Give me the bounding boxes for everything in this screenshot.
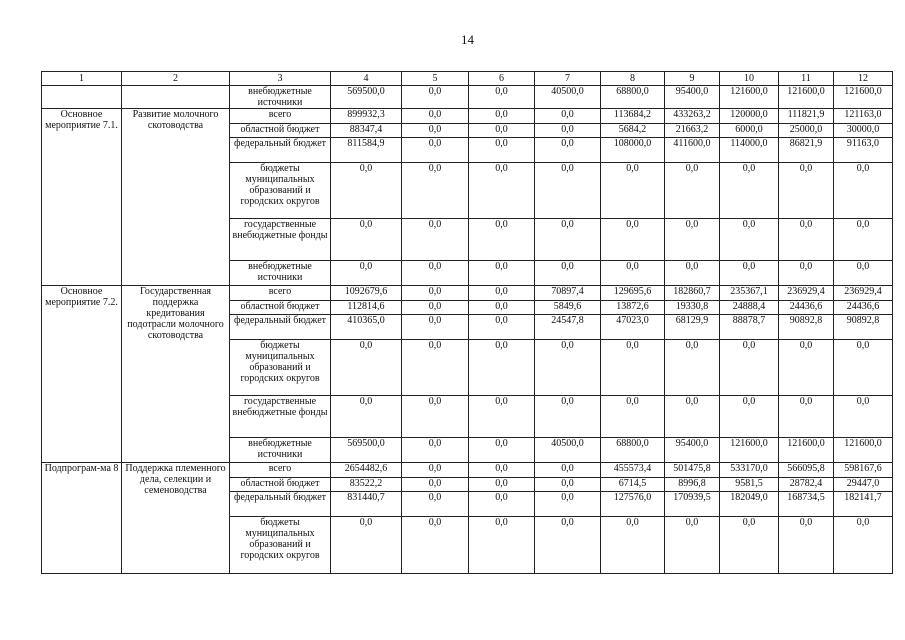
value-cell: 0,0 — [331, 340, 402, 396]
activity-name-cell: Поддержка племенного дела, селекции и семеноводства — [122, 463, 230, 574]
value-cell: 0,0 — [601, 340, 665, 396]
value-cell: 28782,4 — [779, 478, 834, 492]
value-cell: 111821,9 — [779, 109, 834, 124]
funding-source-cell: государственные внебюджетные фонды — [230, 396, 331, 438]
value-cell: 1092679,6 — [331, 286, 402, 301]
column-header: 12 — [834, 72, 893, 86]
value-cell: 0,0 — [535, 396, 601, 438]
value-cell: 129695,6 — [601, 286, 665, 301]
funding-source-cell: федеральный бюджет — [230, 492, 331, 517]
value-cell: 0,0 — [402, 124, 469, 138]
value-cell: 0,0 — [779, 340, 834, 396]
funding-source-cell: всего — [230, 286, 331, 301]
value-cell: 68800,0 — [601, 86, 665, 109]
value-cell: 0,0 — [402, 261, 469, 286]
value-cell: 0,0 — [469, 301, 535, 315]
value-cell: 0,0 — [665, 396, 720, 438]
value-cell: 40500,0 — [535, 438, 601, 463]
column-header: 9 — [665, 72, 720, 86]
value-cell: 0,0 — [720, 396, 779, 438]
value-cell: 569500,0 — [331, 438, 402, 463]
funding-source-cell: государственные внебюджетные фонды — [230, 219, 331, 261]
activity-id-cell — [42, 86, 122, 109]
value-cell: 0,0 — [402, 492, 469, 517]
value-cell: 0,0 — [665, 340, 720, 396]
value-cell: 86821,9 — [779, 138, 834, 163]
funding-source-cell: областной бюджет — [230, 301, 331, 315]
value-cell: 0,0 — [779, 396, 834, 438]
value-cell: 0,0 — [469, 109, 535, 124]
value-cell: 0,0 — [601, 261, 665, 286]
value-cell: 0,0 — [720, 517, 779, 574]
activity-name-cell — [122, 86, 230, 109]
value-cell: 168734,5 — [779, 492, 834, 517]
value-cell: 0,0 — [469, 492, 535, 517]
value-cell: 182049,0 — [720, 492, 779, 517]
page-number: 14 — [461, 32, 474, 47]
value-cell: 6000,0 — [720, 124, 779, 138]
column-header: 8 — [601, 72, 665, 86]
value-cell: 0,0 — [665, 261, 720, 286]
value-cell: 121163,0 — [834, 109, 893, 124]
value-cell: 24888,4 — [720, 301, 779, 315]
value-cell: 90892,8 — [779, 315, 834, 340]
value-cell: 30000,0 — [834, 124, 893, 138]
value-cell: 598167,6 — [834, 463, 893, 478]
value-cell: 0,0 — [469, 478, 535, 492]
value-cell: 0,0 — [834, 163, 893, 219]
value-cell: 24436,6 — [779, 301, 834, 315]
funding-source-cell: федеральный бюджет — [230, 138, 331, 163]
value-cell: 0,0 — [779, 219, 834, 261]
value-cell: 0,0 — [402, 138, 469, 163]
table-row — [42, 286, 893, 301]
value-cell: 0,0 — [834, 396, 893, 438]
value-cell: 24436,6 — [834, 301, 893, 315]
value-cell: 0,0 — [535, 261, 601, 286]
value-cell: 0,0 — [402, 301, 469, 315]
funding-source-cell: внебюджетные источники — [230, 86, 331, 109]
table-row — [42, 109, 893, 124]
value-cell: 40500,0 — [535, 86, 601, 109]
value-cell: 0,0 — [601, 163, 665, 219]
value-cell: 88878,7 — [720, 315, 779, 340]
value-cell: 0,0 — [834, 517, 893, 574]
value-cell: 0,0 — [402, 478, 469, 492]
value-cell: 0,0 — [402, 219, 469, 261]
value-cell: 113684,2 — [601, 109, 665, 124]
value-cell: 121600,0 — [834, 86, 893, 109]
funding-source-cell: федеральный бюджет — [230, 315, 331, 340]
value-cell: 0,0 — [834, 340, 893, 396]
value-cell: 121600,0 — [834, 438, 893, 463]
value-cell: 566095,8 — [779, 463, 834, 478]
column-header: 1 — [42, 72, 122, 86]
value-cell: 0,0 — [331, 261, 402, 286]
value-cell: 0,0 — [535, 109, 601, 124]
column-header: 2 — [122, 72, 230, 86]
value-cell: 5684,2 — [601, 124, 665, 138]
value-cell: 0,0 — [535, 163, 601, 219]
value-cell: 0,0 — [402, 163, 469, 219]
value-cell: 19330,8 — [665, 301, 720, 315]
value-cell: 236929,4 — [834, 286, 893, 301]
value-cell: 569500,0 — [331, 86, 402, 109]
value-cell: 95400,0 — [665, 86, 720, 109]
value-cell: 47023,0 — [601, 315, 665, 340]
value-cell: 83522,2 — [331, 478, 402, 492]
value-cell: 0,0 — [402, 109, 469, 124]
value-cell: 114000,0 — [720, 138, 779, 163]
value-cell: 0,0 — [402, 340, 469, 396]
value-cell: 5849,6 — [535, 301, 601, 315]
column-header: 4 — [331, 72, 402, 86]
value-cell: 235367,1 — [720, 286, 779, 301]
value-cell: 0,0 — [469, 315, 535, 340]
funding-source-cell: всего — [230, 109, 331, 124]
value-cell: 24547,8 — [535, 315, 601, 340]
funding-source-cell: бюджеты муниципальных образований и городских округов — [230, 340, 331, 396]
value-cell: 0,0 — [720, 261, 779, 286]
value-cell: 121600,0 — [779, 86, 834, 109]
value-cell: 121600,0 — [779, 438, 834, 463]
value-cell: 0,0 — [535, 138, 601, 163]
value-cell: 0,0 — [469, 340, 535, 396]
value-cell: 0,0 — [469, 124, 535, 138]
value-cell: 25000,0 — [779, 124, 834, 138]
value-cell: 0,0 — [535, 124, 601, 138]
value-cell: 0,0 — [601, 396, 665, 438]
activity-id-cell: Основное мероприятие 7.1. — [42, 109, 122, 286]
value-cell: 831440,7 — [331, 492, 402, 517]
activity-name-cell: Государственная поддержка кредитования подотрасли молочного скотоводства — [122, 286, 230, 463]
budget-table — [41, 71, 893, 574]
table-row — [42, 463, 893, 478]
value-cell: 0,0 — [402, 315, 469, 340]
value-cell: 410365,0 — [331, 315, 402, 340]
value-cell: 182141,7 — [834, 492, 893, 517]
funding-source-cell: всего — [230, 463, 331, 478]
value-cell: 501475,8 — [665, 463, 720, 478]
value-cell: 0,0 — [331, 163, 402, 219]
value-cell: 0,0 — [469, 261, 535, 286]
value-cell: 0,0 — [535, 517, 601, 574]
column-header: 10 — [720, 72, 779, 86]
value-cell: 0,0 — [402, 438, 469, 463]
value-cell: 433263,2 — [665, 109, 720, 124]
value-cell: 90892,8 — [834, 315, 893, 340]
value-cell: 0,0 — [331, 396, 402, 438]
value-cell: 0,0 — [469, 86, 535, 109]
value-cell: 0,0 — [535, 478, 601, 492]
value-cell: 0,0 — [402, 517, 469, 574]
value-cell: 0,0 — [469, 163, 535, 219]
funding-source-cell: областной бюджет — [230, 478, 331, 492]
column-header: 3 — [230, 72, 331, 86]
column-header: 5 — [402, 72, 469, 86]
column-header: 6 — [469, 72, 535, 86]
value-cell: 182860,7 — [665, 286, 720, 301]
activity-id-cell: Основное мероприятие 7.2. — [42, 286, 122, 463]
value-cell: 236929,4 — [779, 286, 834, 301]
value-cell: 0,0 — [402, 396, 469, 438]
value-cell: 0,0 — [469, 463, 535, 478]
value-cell: 70897,4 — [535, 286, 601, 301]
value-cell: 120000,0 — [720, 109, 779, 124]
value-cell: 0,0 — [535, 492, 601, 517]
value-cell: 0,0 — [779, 517, 834, 574]
value-cell: 2654482,6 — [331, 463, 402, 478]
value-cell: 811584,9 — [331, 138, 402, 163]
value-cell: 0,0 — [469, 219, 535, 261]
value-cell: 0,0 — [469, 396, 535, 438]
header-row — [42, 72, 893, 86]
value-cell: 127576,0 — [601, 492, 665, 517]
value-cell: 0,0 — [535, 463, 601, 478]
value-cell: 0,0 — [469, 517, 535, 574]
value-cell: 68129,9 — [665, 315, 720, 340]
value-cell: 68800,0 — [601, 438, 665, 463]
value-cell: 0,0 — [834, 219, 893, 261]
value-cell: 21663,2 — [665, 124, 720, 138]
value-cell: 899932,3 — [331, 109, 402, 124]
table-row — [42, 86, 893, 109]
value-cell: 0,0 — [834, 261, 893, 286]
value-cell: 411600,0 — [665, 138, 720, 163]
column-header: 11 — [779, 72, 834, 86]
value-cell: 0,0 — [665, 163, 720, 219]
value-cell: 108000,0 — [601, 138, 665, 163]
funding-source-cell: внебюджетные источники — [230, 438, 331, 463]
funding-source-cell: бюджеты муниципальных образований и городских округов — [230, 163, 331, 219]
value-cell: 121600,0 — [720, 438, 779, 463]
funding-source-cell: внебюджетные источники — [230, 261, 331, 286]
value-cell: 0,0 — [331, 517, 402, 574]
value-cell: 0,0 — [665, 517, 720, 574]
value-cell: 0,0 — [601, 517, 665, 574]
value-cell: 0,0 — [535, 219, 601, 261]
value-cell: 0,0 — [665, 219, 720, 261]
value-cell: 170939,5 — [665, 492, 720, 517]
value-cell: 0,0 — [720, 219, 779, 261]
activity-name-cell: Развитие молочного скотоводства — [122, 109, 230, 286]
activity-id-cell: Подпрограм-ма 8 — [42, 463, 122, 574]
value-cell: 0,0 — [469, 286, 535, 301]
value-cell: 0,0 — [402, 286, 469, 301]
value-cell: 0,0 — [469, 438, 535, 463]
value-cell: 0,0 — [601, 219, 665, 261]
value-cell: 0,0 — [779, 163, 834, 219]
value-cell: 88347,4 — [331, 124, 402, 138]
funding-source-cell: областной бюджет — [230, 124, 331, 138]
value-cell: 533170,0 — [720, 463, 779, 478]
value-cell: 6714,5 — [601, 478, 665, 492]
value-cell: 112814,6 — [331, 301, 402, 315]
value-cell: 0,0 — [469, 138, 535, 163]
value-cell: 0,0 — [720, 163, 779, 219]
value-cell: 0,0 — [779, 261, 834, 286]
value-cell: 95400,0 — [665, 438, 720, 463]
value-cell: 13872,6 — [601, 301, 665, 315]
value-cell: 91163,0 — [834, 138, 893, 163]
value-cell: 29447,0 — [834, 478, 893, 492]
value-cell: 8996,8 — [665, 478, 720, 492]
value-cell: 0,0 — [402, 86, 469, 109]
value-cell: 9581,5 — [720, 478, 779, 492]
value-cell: 455573,4 — [601, 463, 665, 478]
funding-source-cell: бюджеты муниципальных образований и городских округов — [230, 517, 331, 574]
value-cell: 121600,0 — [720, 86, 779, 109]
value-cell: 0,0 — [720, 340, 779, 396]
value-cell: 0,0 — [331, 219, 402, 261]
value-cell: 0,0 — [535, 340, 601, 396]
value-cell: 0,0 — [402, 463, 469, 478]
column-header: 7 — [535, 72, 601, 86]
